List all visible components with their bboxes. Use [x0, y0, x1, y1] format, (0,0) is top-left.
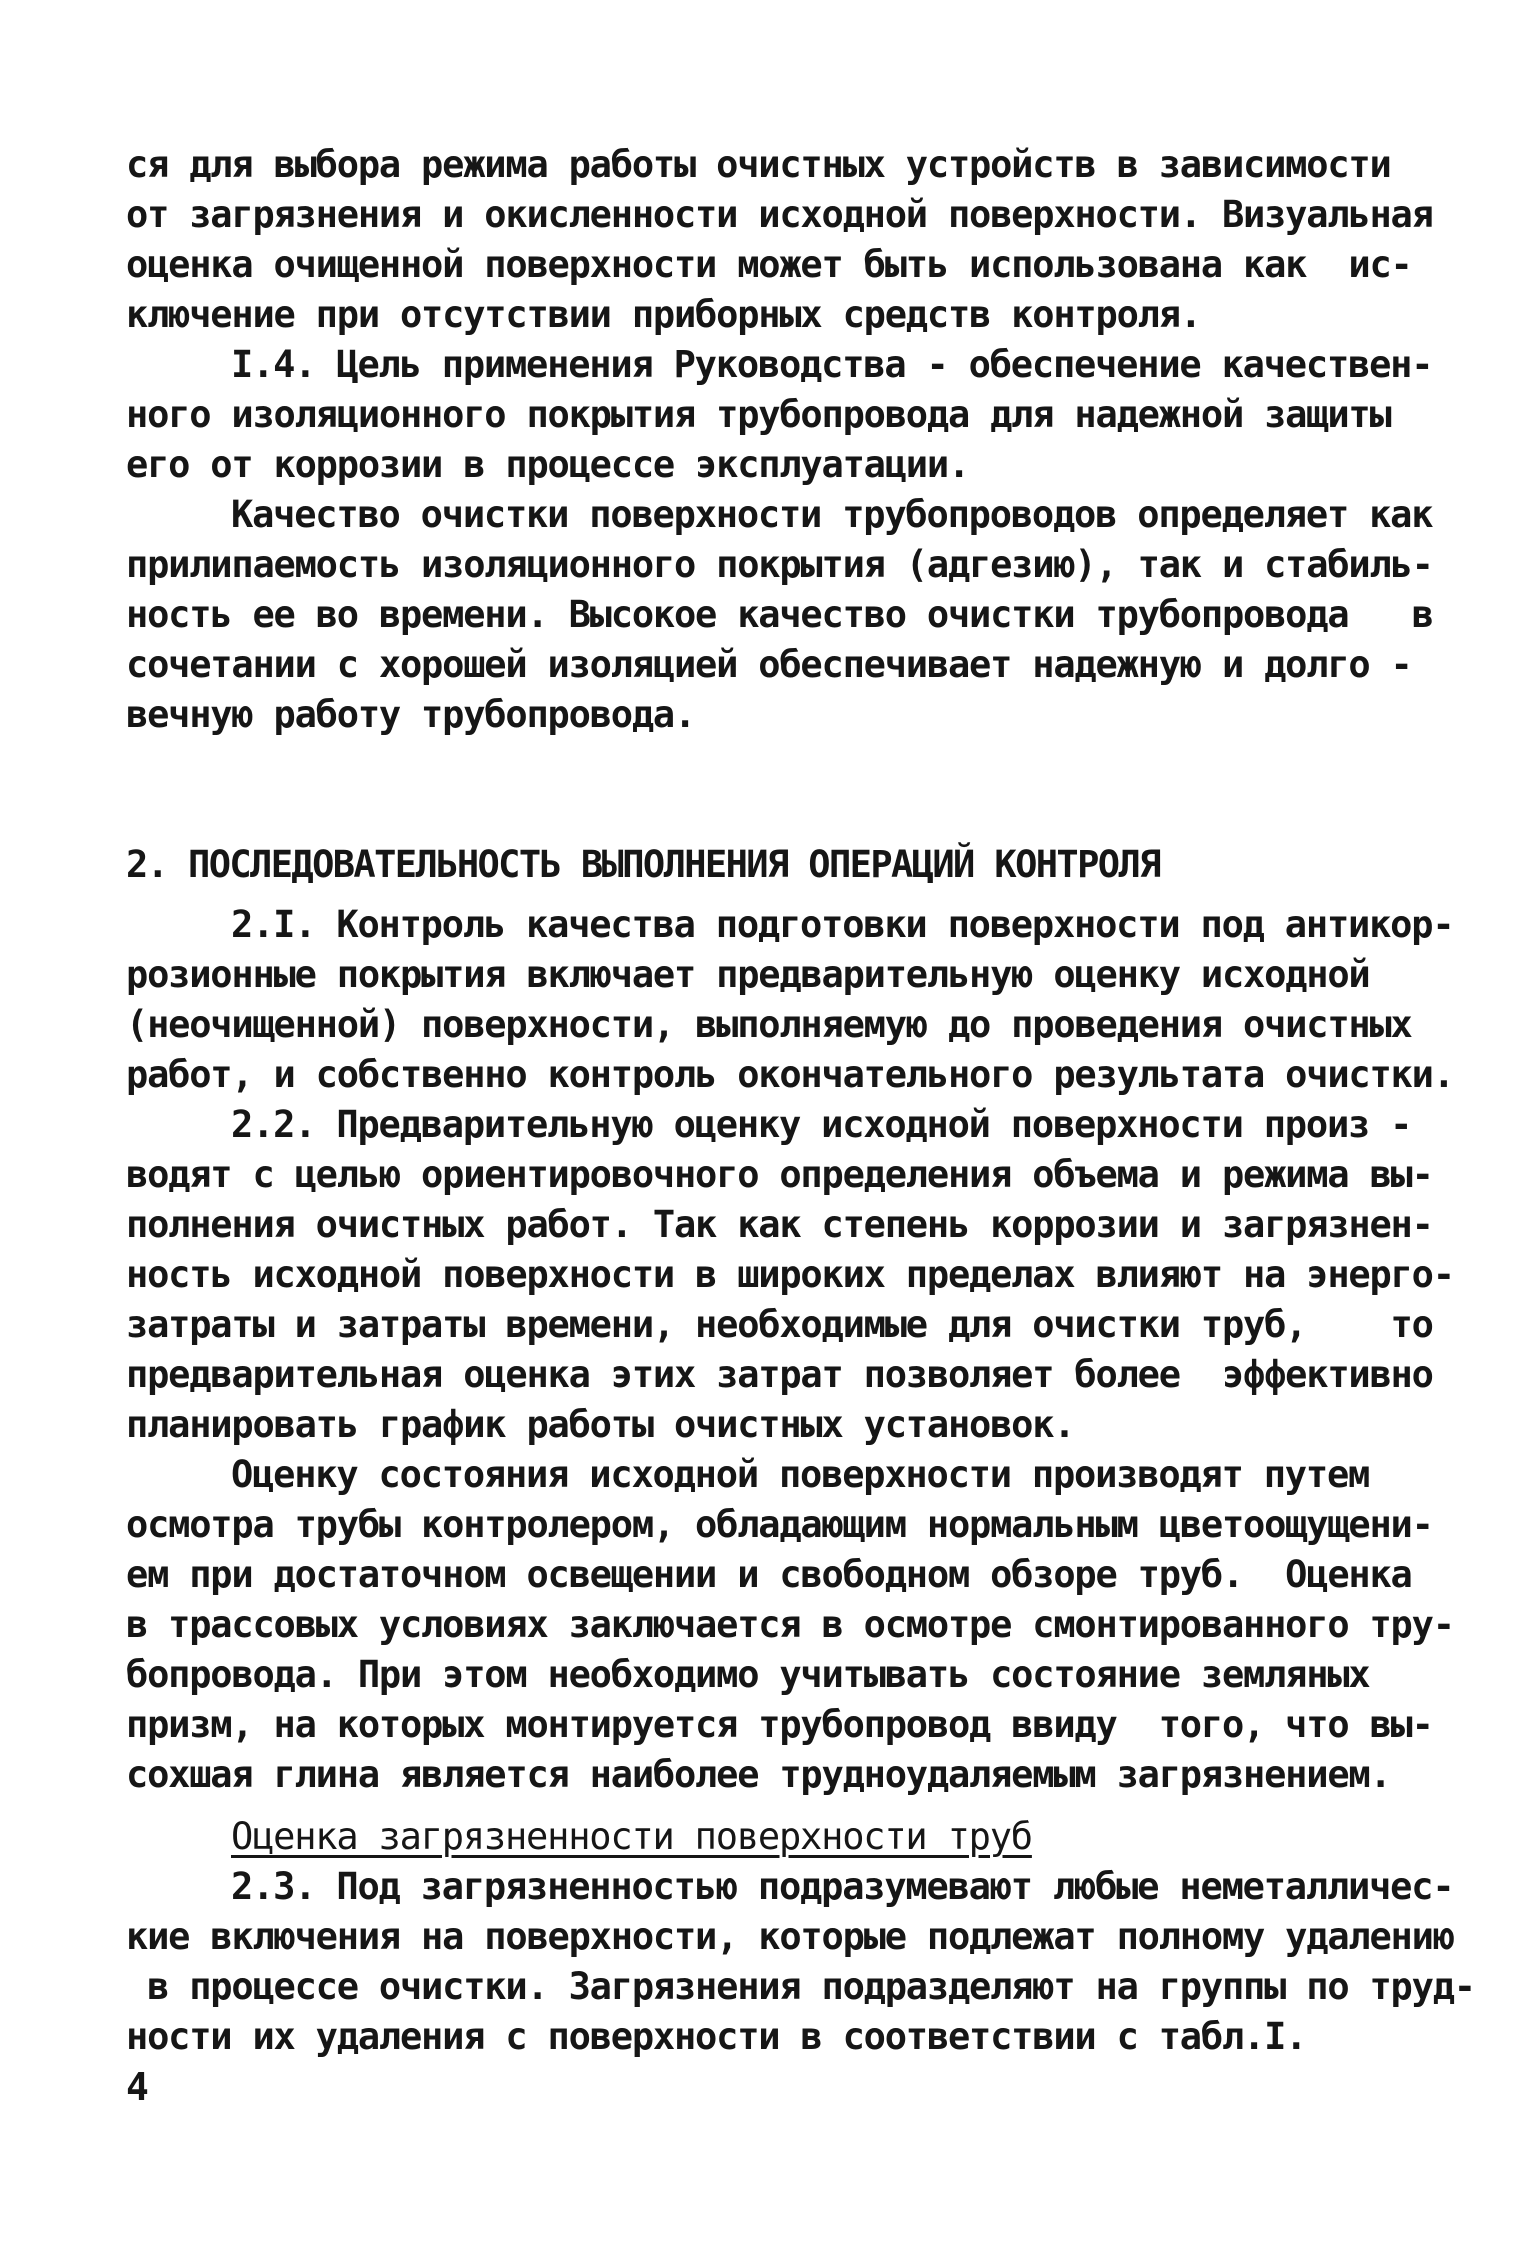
text-line: в процессе очистки. Загрязнения подразделяют на группы по труд-	[126, 1965, 1475, 2008]
text-line: Оценку состояния исходной поверхности производят путем	[231, 1453, 1370, 1496]
text-line: его от коррозии в процессе эксплуатации.	[126, 443, 970, 486]
paragraph-intro	[126, 140, 1433, 340]
spacer	[126, 1800, 1396, 1812]
text-line: вечную работу трубопровода.	[126, 693, 696, 736]
text-line: в трассовых условиях заключается в осмотре смонтированного тру-	[126, 1603, 1454, 1646]
text-line: сохшая глина является наиболее трудноудаляемым загрязнением.	[126, 1753, 1391, 1796]
text-line: 2.I. Контроль качества подготовки поверхности под антикор-	[231, 903, 1454, 946]
text-line: бопровода. При этом необходимо учитывать состояние земляных	[126, 1653, 1370, 1696]
subheading-text: Оценка загрязненности поверхности труб	[231, 1815, 1032, 1858]
text-line: ности их удаления с поверхности в соответствии с табл.I.	[126, 2015, 1307, 2058]
paragraph-inspection	[126, 1450, 1454, 1800]
text-line: (неочищенной) поверхности, выполняемую до проведения очистных	[126, 1003, 1412, 1046]
text-line: 2.3. Под загрязненностью подразумевают любые неметалличес-	[231, 1865, 1454, 1908]
text-line: от загрязнения и окисленности исходной поверхности. Визуальная	[126, 193, 1433, 236]
paragraph-2-3	[126, 1862, 1475, 2062]
text-line: 2.2. Предварительную оценку исходной поверхности произ -	[231, 1103, 1412, 1146]
text-line: предварительная оценка этих затрат позволяет более эффективно	[126, 1353, 1433, 1396]
paragraph-quality	[126, 490, 1433, 740]
text-line: водят с целью ориентировочного определения объема и режима вы-	[126, 1153, 1433, 1196]
spacer	[126, 740, 1396, 790]
subheading	[126, 1812, 1396, 1862]
document-page	[126, 140, 1475, 2112]
text-line: затраты и затраты времени, необходимые для очистки труб, то	[126, 1303, 1433, 1346]
text-line: ключение при отсутствии приборных средств контроля.	[126, 293, 1201, 336]
text-line: кие включения на поверхности, которые подлежат полному удалению	[126, 1915, 1454, 1958]
text-line: сочетании с хорошей изоляцией обеспечивает надежную и долго -	[126, 643, 1412, 686]
text-line: ся для выбора режима работы очистных устройств в зависимости	[126, 143, 1391, 186]
paragraph-2-2	[126, 1100, 1454, 1450]
text-line: розионные покрытия включает предварительную оценку исходной	[126, 953, 1370, 996]
text-line: полнения очистных работ. Так как степень коррозии и загрязнен-	[126, 1203, 1433, 1246]
text-line: планировать график работы очистных установок.	[126, 1403, 1075, 1446]
text-line: призм, на которых монтируется трубопровод ввиду того, что вы-	[126, 1703, 1433, 1746]
text-line: прилипаемость изоляционного покрытия (адгезию), так и стабиль-	[126, 543, 1433, 586]
text-line: работ, и собственно контроль окончательного результата очистки.	[126, 1053, 1454, 1096]
paragraph-1-4	[126, 340, 1433, 490]
text-line: ного изоляционного покрытия трубопровода для надежной защиты	[126, 393, 1391, 436]
text-line: осмотра трубы контролером, обладающим нормальным цветоощущени-	[126, 1503, 1433, 1546]
text-line: ем при достаточном освещении и свободном обзоре труб. Оценка	[126, 1553, 1412, 1596]
paragraph-2-1	[126, 900, 1454, 1100]
text-line: Качество очистки поверхности трубопроводов определяет как	[231, 493, 1433, 536]
spacer	[126, 790, 1396, 840]
text-line: оценка очищенной поверхности может быть использована как ис-	[126, 243, 1412, 286]
spacer	[126, 890, 1396, 900]
page-number: 4	[126, 2065, 149, 2109]
text-line: ность ее во времени. Высокое качество очистки трубопровода в	[126, 593, 1433, 636]
text-line: I.4. Цель применения Руководства - обеспечение качествен-	[231, 343, 1433, 386]
text-line: ность исходной поверхности в широких пределах влияют на энерго-	[126, 1253, 1454, 1296]
section-2-heading: 2. ПОСЛЕДОВАТЕЛЬНОСТЬ ВЫПОЛНЕНИЯ ОПЕРАЦИЙ КОНТРОЛЯ	[126, 843, 1160, 886]
